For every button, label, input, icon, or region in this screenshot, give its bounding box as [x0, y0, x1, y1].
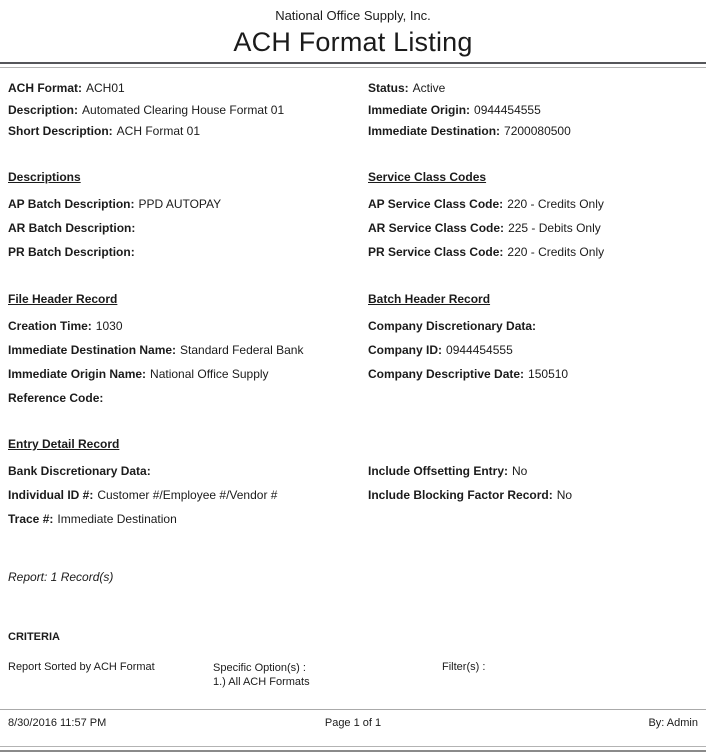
summary-section	[8, 81, 702, 146]
file-header-record-column	[8, 292, 368, 415]
header-divider	[0, 62, 706, 68]
descriptions-section	[8, 170, 702, 269]
field-short-description: Short Description: ACH Format 01	[8, 124, 201, 138]
field-reference-code: Reference Code:	[8, 391, 104, 405]
field-company-discretionary-data: Company Discretionary Data:	[368, 319, 537, 333]
header-records-section	[8, 292, 702, 415]
descriptions-heading: Descriptions	[8, 170, 81, 184]
batch-header-record-heading: Batch Header Record	[368, 292, 491, 306]
field-status: Status: Active	[368, 81, 446, 95]
field-immediate-origin-name: Immediate Origin Name: National Office Supply	[8, 367, 269, 381]
field-ap-batch-description: AP Batch Description: PPD AUTOPAY	[8, 197, 222, 211]
criteria-specific-options	[213, 661, 310, 689]
entry-detail-section	[8, 437, 702, 536]
footer-datetime: 8/30/2016 11:57 PM	[8, 717, 107, 729]
field-creation-time: Creation Time: 1030	[8, 319, 123, 333]
field-include-offsetting-entry: Include Offsetting Entry: No	[368, 464, 528, 478]
descriptions-left-column	[8, 170, 368, 269]
file-header-record-heading: File Header Record	[8, 292, 118, 306]
field-immediate-origin: Immediate Origin: 0944454555	[368, 102, 541, 117]
field-pr-batch-description: PR Batch Description:	[8, 245, 135, 259]
field-pr-service-class-code: PR Service Class Code: 220 - Credits Only	[368, 245, 605, 259]
page-bottom-border	[0, 746, 706, 752]
field-individual-id: Individual ID #: Customer #/Employee #/Vendor #	[8, 488, 278, 502]
report-footer	[8, 717, 698, 729]
service-class-codes-column	[368, 170, 702, 269]
footer-run-by: By: Admin	[648, 717, 698, 729]
criteria-sorted-by: Report Sorted by ACH Format	[8, 661, 155, 673]
specific-option-1: 1.) All ACH Formats	[213, 676, 310, 688]
summary-left-column	[8, 81, 368, 146]
entry-detail-heading-spacer	[368, 437, 702, 464]
specific-options-label: Specific Option(s) :	[213, 662, 306, 674]
field-description: Description: Automated Clearing House Format 01	[8, 102, 285, 117]
report-title: ACH Format Listing	[233, 27, 473, 57]
company-name: National Office Supply, Inc.	[275, 8, 431, 23]
batch-header-record-column	[368, 292, 702, 415]
field-ar-batch-description: AR Batch Description:	[8, 221, 136, 235]
report-header	[0, 8, 706, 58]
criteria-filters-label: Filter(s) :	[442, 661, 486, 673]
entry-detail-left-column	[8, 437, 368, 536]
field-ar-service-class-code: AR Service Class Code: 225 - Debits Only	[368, 221, 601, 235]
summary-right-column	[368, 81, 702, 146]
field-ach-format: ACH Format: ACH01	[8, 81, 125, 95]
field-company-id: Company ID: 0944454555	[368, 343, 513, 357]
field-include-blocking-factor-record: Include Blocking Factor Record: No	[368, 488, 573, 502]
field-company-descriptive-date: Company Descriptive Date: 150510	[368, 367, 569, 381]
report-record-count: Report: 1 Record(s)	[8, 570, 114, 584]
field-immediate-destination-name: Immediate Destination Name: Standard Federal Bank	[8, 343, 304, 357]
footer-page-number: Page 1 of 1	[324, 717, 382, 729]
entry-detail-right-column	[368, 437, 702, 536]
field-ap-service-class-code: AP Service Class Code: 220 - Credits Only	[368, 197, 604, 211]
field-trace-number: Trace #: Immediate Destination	[8, 512, 177, 526]
criteria-heading: CRITERIA	[8, 631, 60, 643]
field-bank-discretionary-data: Bank Discretionary Data:	[8, 464, 151, 478]
footer-divider	[0, 709, 706, 710]
field-immediate-destination: Immediate Destination: 7200080500	[368, 124, 571, 138]
entry-detail-record-heading: Entry Detail Record	[8, 437, 120, 451]
service-class-codes-heading: Service Class Codes	[368, 170, 487, 184]
